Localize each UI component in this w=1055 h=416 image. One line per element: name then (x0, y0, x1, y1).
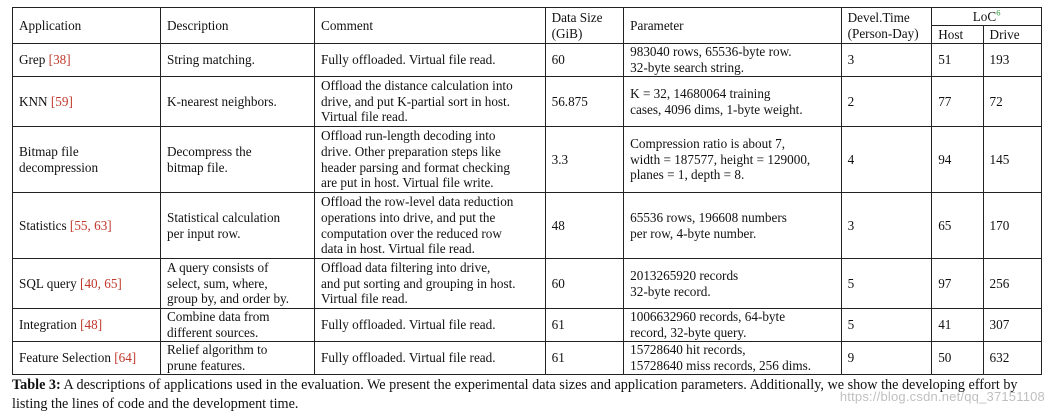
cell-data-size: 3.3 (545, 127, 624, 193)
cell-comment-line: header parsing and format checking (321, 159, 510, 175)
table-row (13, 193, 1042, 259)
cell-parameter-line: width = 187577, height = 129000, (630, 151, 811, 167)
cell-comment-line: and put sorting and grouping in host. (321, 275, 516, 291)
cell-devel-time: 3 (841, 193, 932, 259)
cell-parameter-line: 1006632960 records, 64-byte (630, 309, 786, 325)
cell-parameter-line: 32-byte record. (630, 283, 711, 299)
citation-link[interactable]: [59] (50, 93, 73, 109)
cell-comment (315, 309, 546, 342)
table-row (13, 77, 1042, 127)
cell-loc-host: 41 (932, 309, 983, 342)
header-data-size-line1: Data Size (551, 9, 603, 25)
header-devel-time-line2: (Person-Day) (847, 25, 919, 41)
cell-data-size: 61 (545, 342, 624, 375)
cell-comment (315, 193, 546, 259)
cell-description-line: A query consists of (167, 260, 269, 276)
cell-data-size: 61 (545, 309, 624, 342)
cell-parameter-line: 2013265920 records (630, 267, 739, 283)
cell-description-line: bitmap file. (167, 159, 228, 175)
cell-data-size: 48 (545, 193, 624, 259)
cell-comment-line: computation over the reduced row (321, 225, 502, 241)
header-loc (932, 8, 1042, 26)
cell-parameter-line: per row, 4-byte number. (630, 225, 757, 241)
cell-application (13, 259, 161, 309)
cell-parameter-line: Compression ratio is about 7, (630, 136, 786, 152)
cell-comment-line: Fully offloaded. Virtual file read. (321, 350, 496, 366)
caption-text: A descriptions of applications used in the evaluation. We present the experimental data sizes and application parameters. Additionally, we show the developing effort by listing the lines of code and the development time. (12, 377, 1018, 412)
cell-loc-drive: 145 (983, 127, 1041, 193)
cell-loc-host: 50 (932, 342, 983, 375)
cell-description (161, 77, 315, 127)
cell-comment-line: Offload the row-level data reduction (321, 194, 514, 210)
cell-application (13, 309, 161, 342)
cell-description-line: per input row. (167, 225, 241, 241)
cell-data-size: 60 (545, 259, 624, 309)
citation-link[interactable]: [55, 63] (69, 217, 112, 233)
cell-comment (315, 44, 546, 77)
cell-description-line: different sources. (167, 325, 259, 340)
cell-comment-line: Virtual file read. (321, 109, 408, 125)
header-host: Host (932, 26, 983, 44)
cell-parameter (624, 77, 841, 127)
cell-loc-drive: 256 (983, 259, 1041, 309)
cell-parameter (624, 309, 841, 342)
cell-comment-line: Fully offloaded. Virtual file read. (321, 317, 496, 333)
header-data-size (545, 8, 624, 44)
cell-data-size: 56.875 (545, 77, 624, 127)
cell-comment-line: Virtual file read. (321, 291, 408, 307)
cell-parameter (624, 44, 841, 77)
cell-comment-line: are put in host. Virtual file write. (321, 175, 494, 191)
table-body (13, 44, 1042, 375)
cell-devel-time: 9 (841, 342, 932, 375)
cell-description (161, 259, 315, 309)
header-data-size-line2: (GiB) (551, 25, 583, 41)
cell-comment-line: Offload the distance calculation into (321, 78, 513, 94)
table-row (13, 127, 1042, 193)
cell-description-line: Decompress the (167, 143, 252, 159)
application-name: Feature Selection (19, 350, 115, 366)
cell-comment (315, 127, 546, 193)
cell-loc-host: 97 (932, 259, 983, 309)
header-application: Application (13, 8, 161, 44)
header-description: Description (161, 8, 315, 44)
cell-description (161, 127, 315, 193)
cell-comment-line: data in host. Virtual file read. (321, 241, 475, 257)
cell-devel-time: 4 (841, 127, 932, 193)
cell-description-line: group by, and order by. (167, 291, 290, 307)
cell-description-line: Combine data from (167, 309, 270, 325)
cell-parameter-line: K = 32, 14680064 training (630, 85, 771, 101)
application-name: Grep (19, 52, 49, 68)
cell-parameter-line: cases, 4096 dims, 1-byte weight. (630, 101, 803, 117)
cell-comment-line: Offload data filtering into drive, (321, 260, 491, 276)
cell-description (161, 44, 315, 77)
header-devel-time (841, 8, 932, 44)
table-row (13, 44, 1042, 77)
header-row (13, 8, 1042, 26)
cell-devel-time: 5 (841, 309, 932, 342)
cell-description (161, 193, 315, 259)
cell-description (161, 309, 315, 342)
citation-link[interactable]: [48] (80, 317, 103, 333)
cell-comment-line: drive. Other preparation steps like (321, 143, 501, 159)
cell-parameter (624, 342, 841, 375)
application-name: Bitmap file (19, 143, 79, 159)
cell-devel-time: 5 (841, 259, 932, 309)
watermark: https://blog.csdn.net/qq_37151108 (839, 389, 1045, 404)
applications-table-container (12, 7, 1042, 375)
cell-devel-time: 3 (841, 44, 932, 77)
cell-description-line: String matching. (167, 52, 255, 68)
cell-application (13, 342, 161, 375)
cell-comment-line: Fully offloaded. Virtual file read. (321, 52, 496, 68)
cell-parameter-line: 65536 rows, 196608 numbers (630, 209, 787, 225)
header-drive: Drive (983, 26, 1041, 44)
cell-parameter (624, 127, 841, 193)
application-name-line2: decompression (19, 159, 99, 175)
cell-comment (315, 342, 546, 375)
cell-comment-line: drive, and put K-partial sort in host. (321, 93, 511, 109)
applications-table (12, 7, 1042, 375)
cell-loc-host: 65 (932, 193, 983, 259)
cell-loc-host: 51 (932, 44, 983, 77)
cell-application (13, 77, 161, 127)
cell-parameter (624, 259, 841, 309)
cell-parameter-line: record, 32-byte query. (630, 325, 747, 340)
cell-description-line: K-nearest neighbors. (167, 93, 277, 109)
cell-application (13, 193, 161, 259)
cell-data-size: 60 (545, 44, 624, 77)
cell-parameter-line: 32-byte search string. (630, 60, 745, 75)
cell-description-line: select, sum, where, (167, 275, 268, 291)
application-name: KNN (19, 93, 51, 109)
header-loc-label: LoC (972, 8, 997, 24)
cell-comment (315, 77, 546, 127)
cell-application (13, 44, 161, 77)
cell-description-line: Relief algorithm to (167, 342, 268, 358)
header-comment: Comment (315, 8, 546, 44)
application-name: Integration (19, 317, 81, 333)
cell-comment-line: Offload run-length decoding into (321, 128, 496, 144)
table-row (13, 259, 1042, 309)
cell-devel-time: 2 (841, 77, 932, 127)
cell-description (161, 342, 315, 375)
cell-parameter (624, 193, 841, 259)
table-row (13, 309, 1042, 342)
header-parameter: Parameter (624, 8, 841, 44)
cell-loc-drive: 193 (983, 44, 1041, 77)
cell-loc-drive: 170 (983, 193, 1041, 259)
cell-loc-host: 94 (932, 127, 983, 193)
citation-link[interactable]: [64] (114, 350, 137, 366)
cell-parameter-line: planes = 1, depth = 8. (630, 167, 745, 183)
citation-link[interactable]: [40, 65] (80, 275, 122, 291)
cell-description-line: prune features. (167, 358, 246, 373)
cell-loc-drive: 307 (983, 309, 1041, 342)
cell-parameter-line: 983040 rows, 65536-byte row. (630, 44, 792, 60)
application-name: SQL query (19, 275, 81, 291)
table-row (13, 342, 1042, 375)
cell-comment-line: operations into drive, and put the (321, 209, 496, 225)
cell-loc-host: 77 (932, 77, 983, 127)
cell-parameter-line: 15728640 miss records, 256 dims. (630, 358, 812, 373)
cell-description-line: Statistical calculation (167, 209, 281, 225)
loc-footnote-marker[interactable]: 6 (996, 7, 1001, 18)
caption-label: Table 3: (12, 377, 61, 393)
cell-parameter-line: 15728640 hit records, (630, 342, 746, 358)
application-name: Statistics (19, 217, 70, 233)
cell-comment (315, 259, 546, 309)
cell-application (13, 127, 161, 193)
cell-loc-drive: 72 (983, 77, 1041, 127)
header-devel-time-line1: Devel.Time (847, 9, 910, 25)
citation-link[interactable]: [38] (48, 52, 71, 68)
cell-loc-drive: 632 (983, 342, 1041, 375)
